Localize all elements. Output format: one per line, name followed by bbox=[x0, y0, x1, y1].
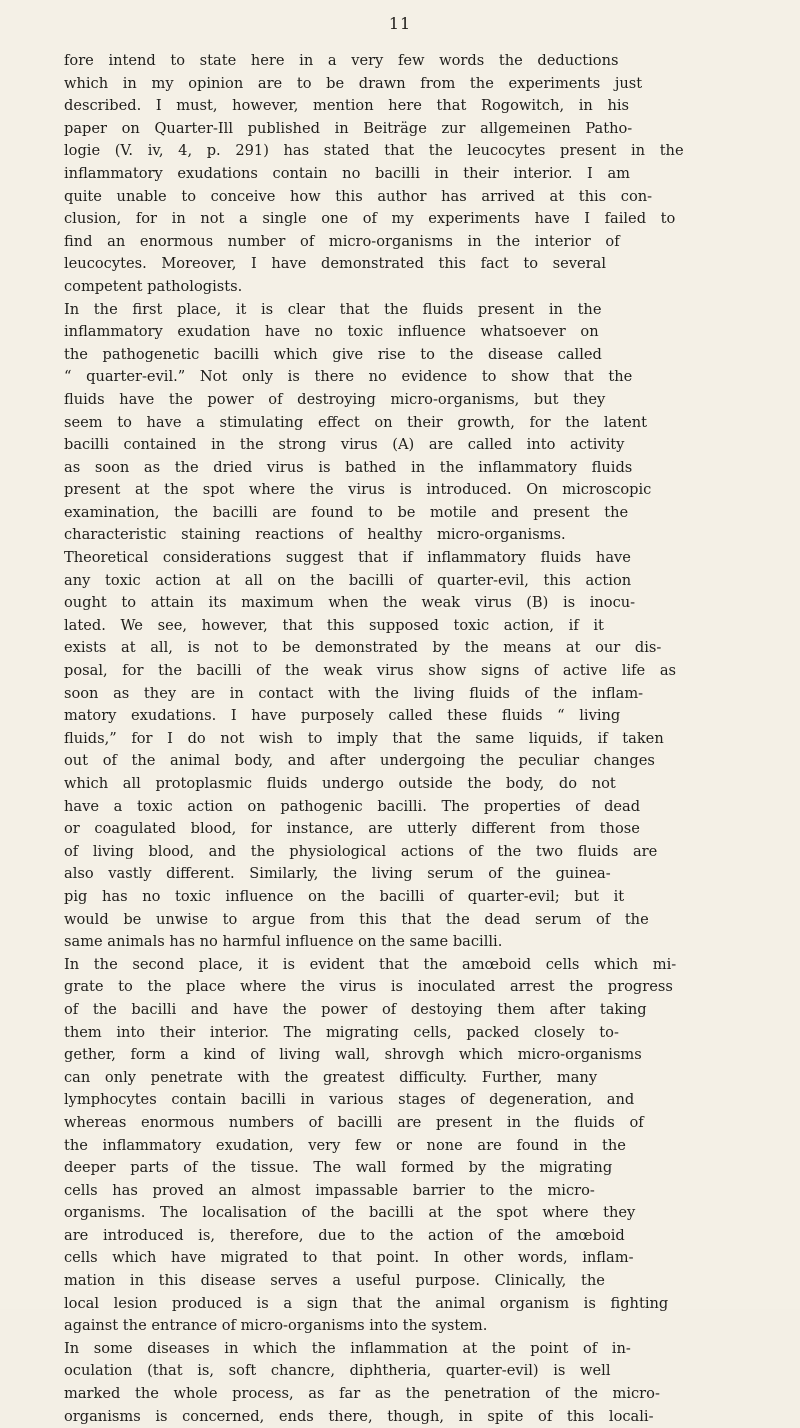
text-line: organisms is concerned, ends there, though, in spite of this locali- bbox=[64, 1407, 654, 1425]
text-line: gether, form a kind of living wall, shrovgh which micro-organisms bbox=[64, 1046, 642, 1064]
text-line: organisms. The localisation of the bacilli at the spot where they bbox=[64, 1204, 636, 1222]
text-line: In the first place, it is clear that the fluids present in the bbox=[64, 300, 602, 318]
text-line: of the bacilli and have the power of destoying them after taking bbox=[64, 1000, 647, 1018]
text-line: fore intend to state here in a very few words the deductions bbox=[64, 52, 619, 69]
text-line: cells has proved an almost impassable barrier to the micro- bbox=[64, 1181, 595, 1199]
text-line: fluids,” for I do not wish to imply that the same liquids, if taken bbox=[64, 729, 664, 747]
text-line: are introduced is, therefore, due to the action of the amœboid bbox=[64, 1226, 625, 1244]
text-line: against the entrance of micro-organisms into the system. bbox=[64, 1317, 488, 1335]
text-line: bacilli contained in the strong virus (A) are called into activity bbox=[64, 436, 625, 454]
text-line: paper on Quarter-Ill published in Beiträge zur allgemeinen Patho- bbox=[64, 119, 633, 137]
text-line: Theoretical considerations suggest that if inflammatory fluids have bbox=[64, 549, 631, 567]
text-line: ought to attain its maximum when the weak virus (B) is inocu- bbox=[64, 594, 636, 612]
text-line: characteristic staining reactions of healthy micro-organisms. bbox=[64, 526, 566, 544]
text-line: seem to have a stimulating effect on their growth, for the latent bbox=[64, 413, 647, 431]
text-line: inflammatory exudation have no toxic influence whatsoever on bbox=[64, 323, 599, 341]
text-line: also vastly different. Similarly, the living serum of the guinea- bbox=[64, 865, 611, 883]
text-line: competent pathologists. bbox=[64, 277, 243, 295]
text-line: marked the whole process, as far as the penetration of the micro- bbox=[64, 1385, 660, 1403]
page-number: 11 bbox=[388, 14, 412, 33]
body-text bbox=[64, 50, 744, 1428]
text-line: of living blood, and the physiological actions of the two fluids are bbox=[64, 842, 658, 860]
text-line: leucocytes. Moreover, I have demonstrated this fact to several bbox=[64, 255, 607, 273]
text-line: or coagulated blood, for instance, are utterly different from those bbox=[64, 820, 640, 838]
text-line: grate to the place where the virus is inoculated arrest the progress bbox=[64, 978, 673, 996]
text-line: clusion, for in not a single one of my experiments have I failed to bbox=[64, 210, 676, 228]
text-line: oculation (that is, soft chancre, diphtheria, quarter-evil) is well bbox=[64, 1362, 611, 1380]
text-line: pig has no toxic influence on the bacilli of quarter-evil; but it bbox=[64, 887, 625, 905]
text-line: “ quarter-evil.” Not only is there no evidence to show that the bbox=[64, 368, 633, 386]
text-line: would be unwise to argue from this that the dead serum of the bbox=[64, 910, 649, 928]
text-line: examination, the bacilli are found to be motile and present the bbox=[64, 503, 629, 521]
text-line: fluids have the power of destroying micro-organisms, but they bbox=[64, 390, 606, 408]
text-line: find an enormous number of micro-organisms in the interior of bbox=[64, 232, 620, 250]
text-line: logie (V. iv, 4, p. 291) has stated that the leucocytes present in the bbox=[64, 142, 684, 160]
text-line: any toxic action at all on the bacilli of quarter-evil, this action bbox=[64, 571, 632, 589]
text-line: lymphocytes contain bacilli in various stages of degeneration, and bbox=[64, 1091, 635, 1109]
text-line: them into their interior. The migrating cells, packed closely to- bbox=[64, 1023, 619, 1041]
text-line: can only penetrate with the greatest difficulty. Further, many bbox=[64, 1068, 598, 1086]
text-line: have a toxic action on pathogenic bacilli. The properties of dead bbox=[64, 797, 641, 815]
text-line: the pathogenetic bacilli which give rise to the disease called bbox=[64, 345, 602, 363]
text-line: In the second place, it is evident that the amœboid cells which mi- bbox=[64, 955, 677, 973]
text-line: the inflammatory exudation, very few or none are found in the bbox=[64, 1136, 626, 1154]
text-line: local lesion produced is a sign that the animal organism is fighting bbox=[64, 1294, 669, 1312]
text-line: deeper parts of the tissue. The wall formed by the migrating bbox=[64, 1159, 613, 1177]
text-line: exists at all, is not to be demonstrated by the means at our dis- bbox=[64, 639, 662, 657]
text-line: as soon as the dried virus is bathed in the inflammatory fluids bbox=[64, 458, 633, 476]
text-line: cells which have migrated to that point. In other words, inflam- bbox=[64, 1249, 634, 1267]
text-line: In some diseases in which the inflammation at the point of in- bbox=[64, 1339, 631, 1357]
text-line: which in my opinion are to be drawn from the experiments just bbox=[64, 74, 643, 92]
text-line: matory exudations. I have purposely called these fluids “ living bbox=[64, 707, 621, 725]
text-line: soon as they are in contact with the living fluids of the inflam- bbox=[64, 684, 644, 702]
text-line: which all protoplasmic fluids undergo outside the body, do not bbox=[64, 775, 616, 792]
text-line: described. I must, however, mention here that Rogowitch, in his bbox=[64, 97, 630, 115]
text-line: present at the spot where the virus is introduced. On microscopic bbox=[64, 481, 652, 499]
text-line: lated. We see, however, that this supposed toxic action, if it bbox=[64, 616, 604, 634]
text-line: same animals has no harmful influence on the same bacilli. bbox=[64, 933, 503, 951]
text-line: inflammatory exudations contain no bacilli in their interior. I am bbox=[64, 164, 630, 182]
text-line: quite unable to conceive how this author has arrived at this con- bbox=[64, 187, 653, 205]
text-line: posal, for the bacilli of the weak virus show signs of active life as bbox=[64, 662, 677, 680]
text-line: whereas enormous numbers of bacilli are present in the fluids of bbox=[64, 1113, 644, 1131]
text-line: out of the animal body, and after undergoing the peculiar changes bbox=[64, 752, 655, 770]
text-line: mation in this disease serves a useful purpose. Clinically, the bbox=[64, 1272, 605, 1290]
